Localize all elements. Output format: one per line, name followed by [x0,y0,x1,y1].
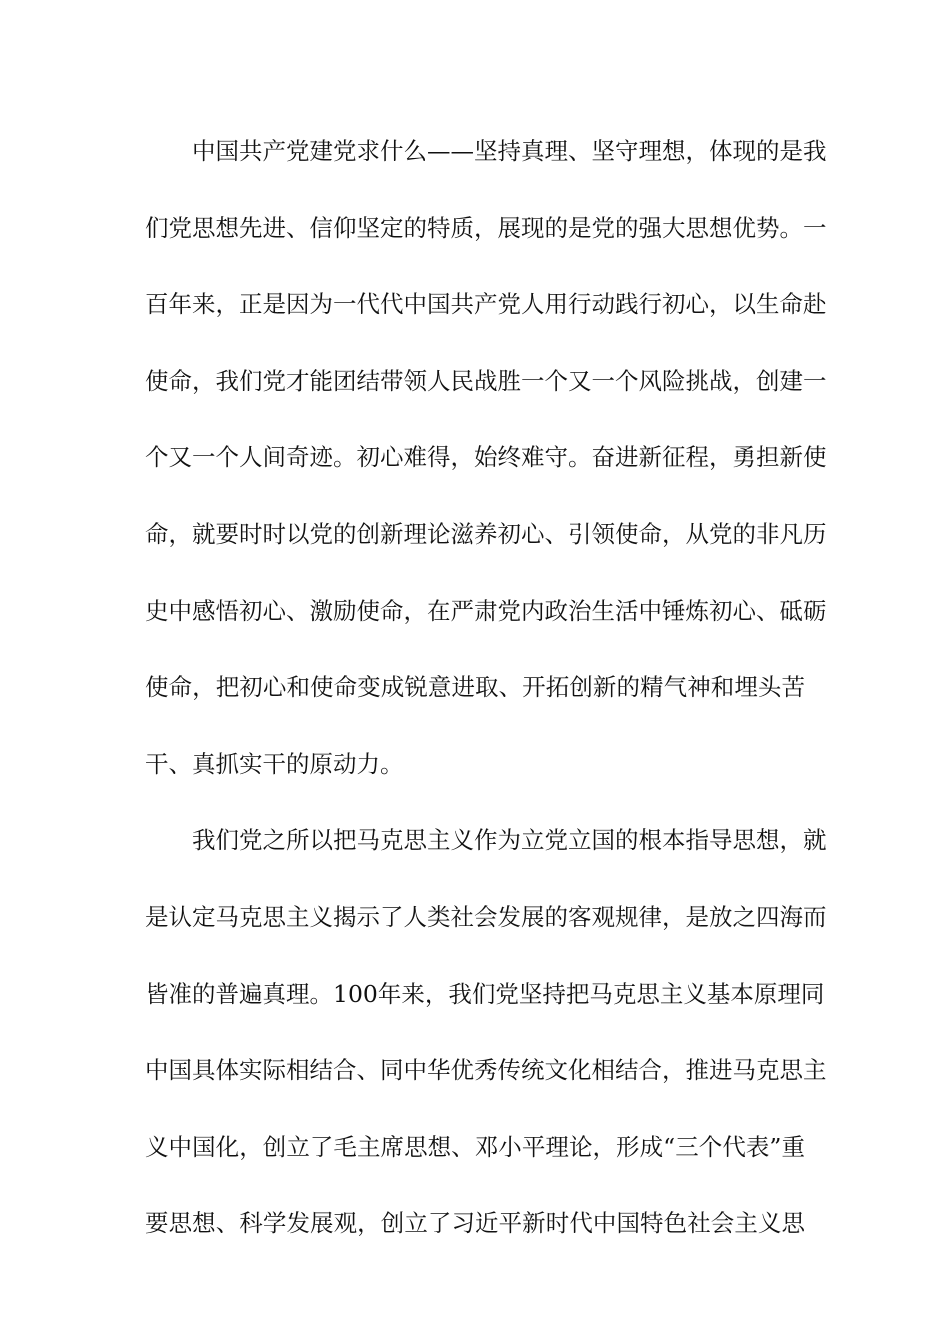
paragraph-1-line-7: 史中感悟初心、激励使命，在严肃党内政治生活中锤炼初心、砥砺 [145,597,827,625]
paragraph-2-line-4: 中国具体实际相结合、同中华优秀传统文化相结合，推进马克思主 [145,1056,827,1084]
paragraph-2-line-6: 要思想、科学发展观，创立了习近平新时代中国特色社会主义思 [145,1209,805,1237]
paragraph-2-line-3: 皆准的普遍真理。100年来，我们党坚持把马克思主义基本原理同 [145,980,825,1008]
paragraph-1-line-3: 百年来，正是因为一代代中国共产党人用行动践行初心，以生命赴 [145,290,827,318]
paragraph-1-line-5: 个又一个人间奇迹。初心难得，始终难守。奋进新征程，勇担新使 [145,443,827,471]
paragraph-1-line-6: 命，就要时时以党的创新理论滋养初心、引领使命，从党的非凡历 [145,520,827,548]
paragraph-1-line-1: 中国共产党建党求什么——坚持真理、坚守理想，体现的是我 [192,137,827,165]
paragraph-1-line-2: 们党思想先进、信仰坚定的特质，展现的是党的强大思想优势。一 [145,214,827,242]
paragraph-1-line-9: 干、真抓实干的原动力。 [145,750,404,778]
paragraph-1-line-8: 使命，把初心和使命变成锐意进取、开拓创新的精气神和埋头苦 [145,673,805,701]
paragraph-2-line-5: 义中国化，创立了毛主席思想、邓小平理论，形成“三个代表”重 [145,1133,805,1161]
paragraph-2-line-1: 我们党之所以把马克思主义作为立党立国的根本指导思想，就 [192,826,827,854]
paragraph-1-line-4: 使命，我们党才能团结带领人民战胜一个又一个风险挑战，创建一 [145,367,827,395]
paragraph-2-line-2: 是认定马克思主义揭示了人类社会发展的客观规律，是放之四海而 [145,903,827,931]
